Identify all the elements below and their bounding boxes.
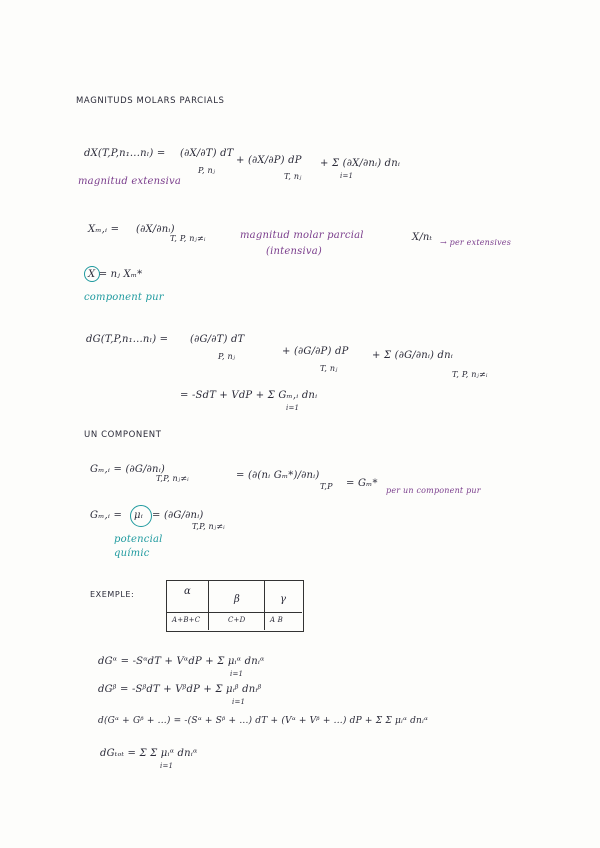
eq1-term3: + Σ (∂X/∂nᵢ) dnᵢ [320,158,401,169]
phase-beta-content: C+D [228,616,246,624]
eq8: dGᵅ = -SᵅdT + VᵅdP + Σ μᵢᵅ dnᵢᵅ [98,656,265,667]
eq7-mu: μᵢ [134,510,143,521]
eq4-lhs: dG(T,P,n₁...nₗ) = [86,334,169,345]
eq1-term3-sub: i=1 [340,172,354,180]
frac-x-nt: X/nₜ [412,232,433,243]
eq11: dGₜₒₜ = Σ Σ μᵢᵅ dnᵢᵅ [100,748,198,759]
eq4-term1-sub: P, nⱼ [218,352,236,361]
phase-alpha-content: A+B+C [172,616,201,624]
note-partial: magnitud molar parcial [240,230,364,241]
eq1-term1: (∂X/∂T) dT [180,148,234,159]
eq11-sub: i=1 [160,762,174,770]
eq5-sub: i=1 [286,404,300,412]
eq2-sub: T, P, nⱼ≠ᵢ [170,234,206,243]
eq5: = -SdT + VdP + Σ Gₘ,ᵢ dnᵢ [180,390,318,401]
eq4-term1: (∂G/∂T) dT [190,334,245,345]
eq1-term2-sub: T, nⱼ [284,172,302,181]
page-title: MAGNITUDS MOLARS PARCIALS [76,96,225,106]
phase-gamma: γ [280,594,287,605]
eq9-sub: i=1 [232,698,246,706]
eq6-rhs: = Gₘ* [346,478,378,489]
example-label: EXEMPLE: [90,590,135,599]
eq4-term2: + (∂G/∂P) dP [282,346,349,357]
eq7-lhs: Gₘ,ᵢ = [90,510,123,521]
eq4-term3-sub: T, P, nⱼ≠ᵢ [452,370,488,379]
note-extensive: magnitud extensiva [78,176,181,187]
eq1-term2: + (∂X/∂P) dP [236,155,302,166]
phase-beta: β [234,594,240,605]
eq1-term1-sub: P, nⱼ [198,166,216,175]
note-intensive: (intensiva) [266,246,322,257]
note-pure: component pur [84,292,164,303]
note-chem-potential-1: potencial [114,534,163,545]
eq3: X = nⱼ Xₘ* [88,269,143,280]
phase-alpha: α [184,586,191,597]
eq6-mid-sub: T,P [320,482,333,491]
eq4-term3: + Σ (∂G/∂nᵢ) dnᵢ [372,350,453,361]
eq6-lhs: Gₘ,ᵢ = (∂G/∂nᵢ) [90,464,166,475]
eq6-sub: T,P, nⱼ≠ᵢ [156,474,189,483]
eq10: d(Gᵅ + Gᵝ + ...) = -(Sᵅ + Sᵝ + ...) dT + (Vᵅ + Vᵝ + ...) dP + Σ Σ μᵢᵅ dnᵢᵅ [98,716,429,726]
eq2-rhs: (∂X/∂nᵢ) [136,224,175,235]
eq1-lhs: dX(T,P,n₁...nₗ) = [84,148,166,159]
eq7-sub: T,P, nⱼ≠ᵢ [192,522,225,531]
phase-gamma-content: A B [270,616,284,624]
note-one-pure: per un component pur [386,486,481,495]
eq7-rhs: = (∂G/∂nᵢ) [152,510,204,521]
note-chem-potential-2: químic [114,548,150,559]
note-extensive-right: → per extensives [440,238,512,247]
eq9: dGᵝ = -SᵝdT + VᵝdP + Σ μᵢᵝ dnᵢᵝ [98,684,262,695]
heading-one-component: UN COMPONENT [84,430,162,440]
eq6-mid: = (∂(nᵢ Gₘ*)/∂nᵢ) [236,470,320,481]
eq4-term2-sub: T, nⱼ [320,364,338,373]
eq8-sub: i=1 [230,670,244,678]
eq2-lhs: Xₘ,ᵢ = [88,224,120,235]
